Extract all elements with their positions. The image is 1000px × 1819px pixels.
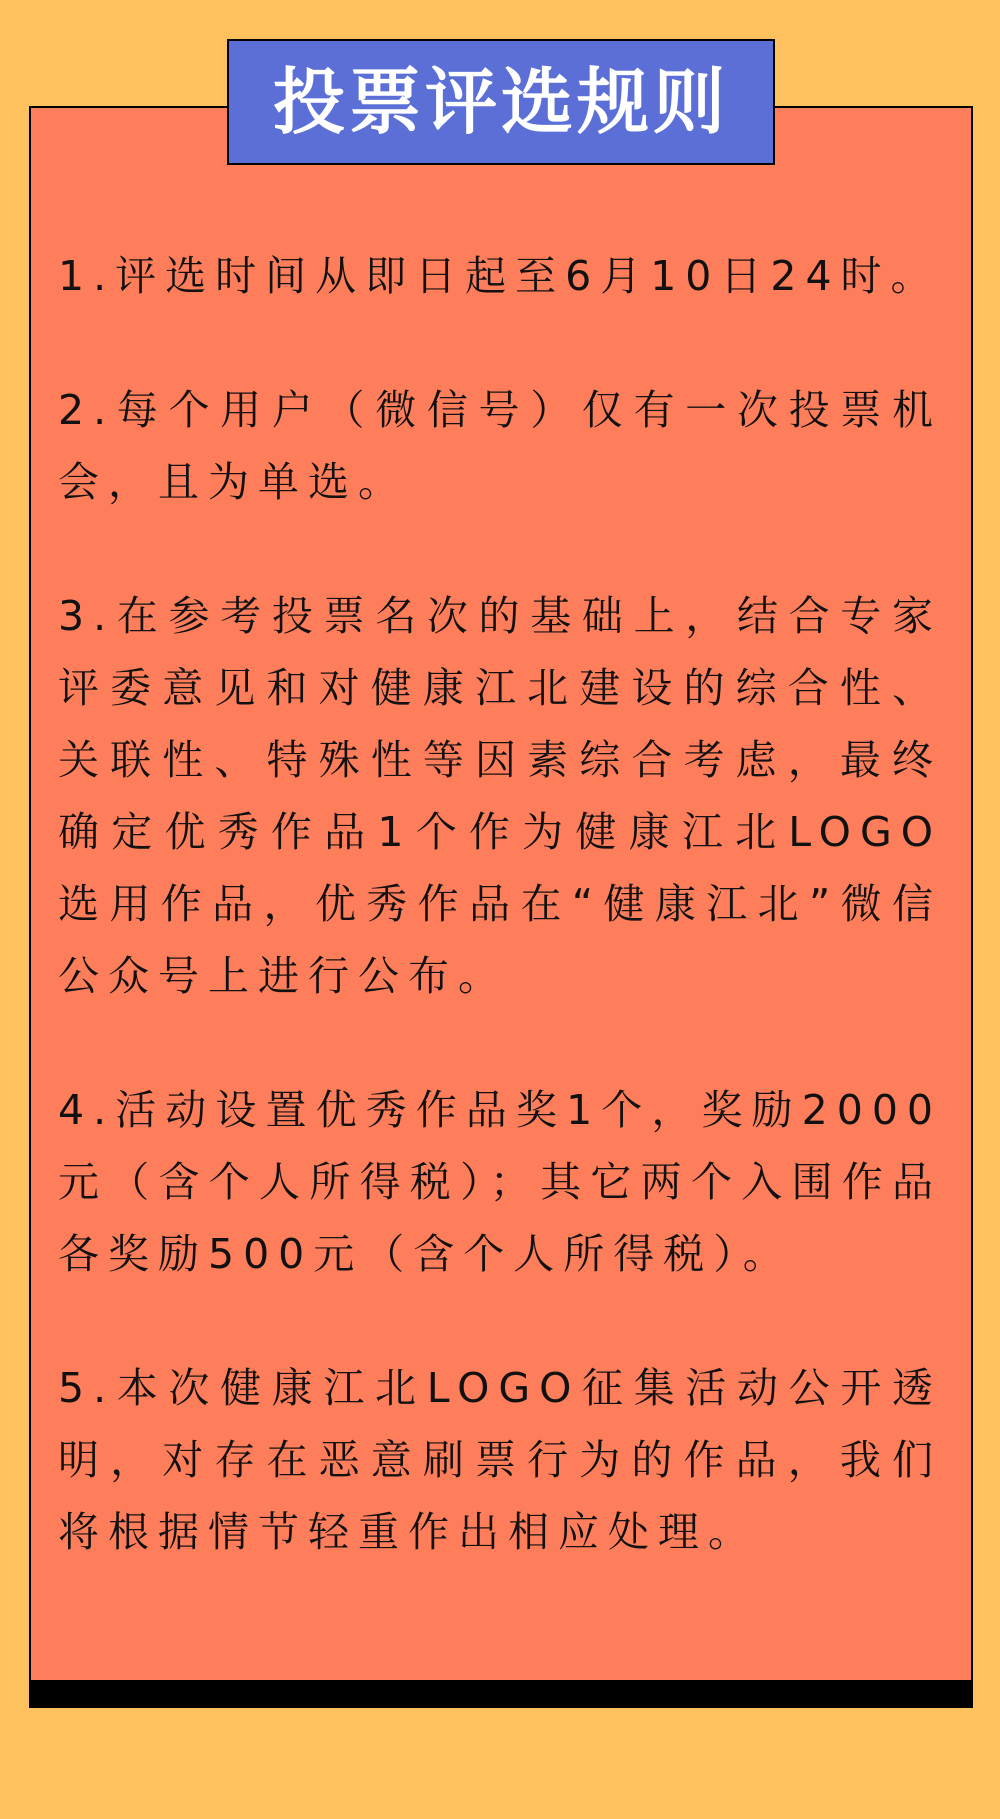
title-banner	[227, 39, 775, 165]
rule-item-3: 3.在参考投票名次的基础上，结合专家评委意见和对健康江北建设的综合性、关联性、特殊性等因素综合考虑，最终确定优秀作品1个作为健康江北LOGO选用作品，优秀作品在“健康江北”微信公众号上进行公布。	[58, 592, 942, 1000]
rule-item-1: 1.评选时间从即日起至6月10日24时。	[58, 252, 941, 300]
rule-item-2: 2.每个用户（微信号）仅有一次投票机会，且为单选。	[58, 386, 942, 506]
rule-item-4: 4.活动设置优秀作品奖1个，奖励2000元（含个人所得税）；其它两个入围作品各奖励500元（含个人所得税）。	[58, 1086, 942, 1278]
page-title: 投票评选规则	[272, 60, 729, 144]
rule-item-5: 5.本次健康江北LOGO征集活动公开透明，对存在恶意刷票行为的作品，我们将根据情节轻重作出相应处理。	[58, 1364, 942, 1556]
rules-list	[58, 240, 942, 1568]
